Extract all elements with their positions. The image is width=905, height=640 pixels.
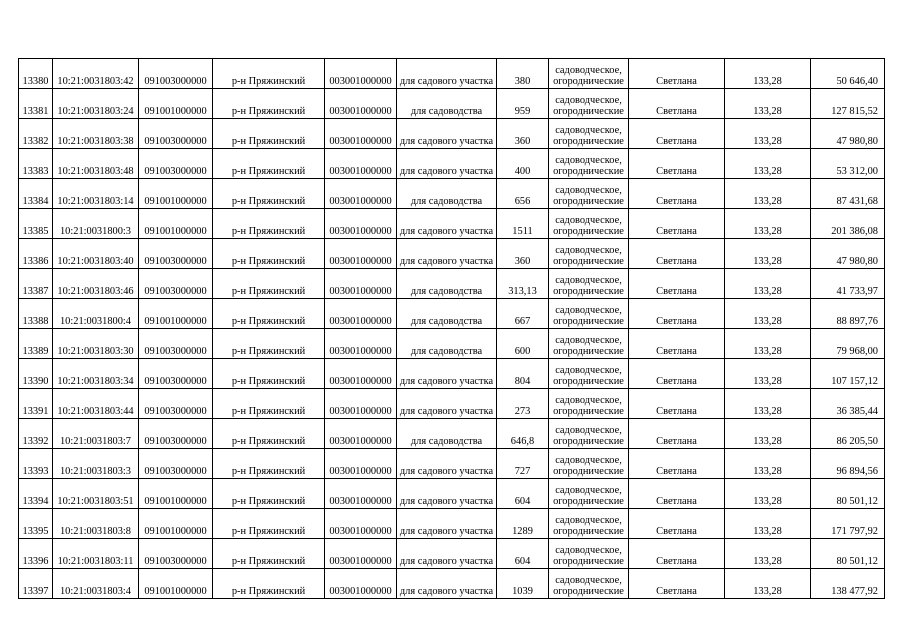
purpose-line-1: садоводческое, <box>555 65 622 76</box>
purpose-cell <box>549 299 629 329</box>
table-row <box>19 89 885 119</box>
row-number-cell: 13386 <box>19 239 53 269</box>
cadastral-value-cell: 138 477,92 <box>811 569 885 599</box>
okato-code-cell: 091003000000 <box>139 449 213 479</box>
name-cell: Светлана <box>629 569 725 599</box>
purpose-line-2: огороднические <box>553 196 624 207</box>
area-cell: 400 <box>497 149 549 179</box>
table-row <box>19 419 885 449</box>
row-number-cell: 13397 <box>19 569 53 599</box>
okato-code-cell: 091001000000 <box>139 89 213 119</box>
okato-code-cell: 091003000000 <box>139 359 213 389</box>
purpose-line-1: садоводческое, <box>555 365 622 376</box>
table-row <box>19 59 885 89</box>
cadastral-number-cell: 10:21:0031803:7 <box>53 419 139 449</box>
specific-value-cell: 133,28 <box>725 89 811 119</box>
table-row <box>19 479 885 509</box>
category-code-cell: 003001000000 <box>325 479 397 509</box>
specific-value-cell: 133,28 <box>725 149 811 179</box>
cadastral-value-cell: 47 980,80 <box>811 119 885 149</box>
okato-code-cell: 091003000000 <box>139 59 213 89</box>
purpose-cell <box>549 179 629 209</box>
permitted-use-cell: для садоводства <box>397 89 497 119</box>
area-cell: 360 <box>497 119 549 149</box>
cadastral-number-cell: 10:21:0031803:30 <box>53 329 139 359</box>
permitted-use-cell: для садоводства <box>397 179 497 209</box>
table-row <box>19 179 885 209</box>
cadastral-number-cell: 10:21:0031803:14 <box>53 179 139 209</box>
purpose-cell <box>549 389 629 419</box>
purpose-cell <box>549 119 629 149</box>
purpose-line-2: огороднические <box>553 466 624 477</box>
purpose-line-1: садоводческое, <box>555 305 622 316</box>
purpose-cell <box>549 59 629 89</box>
specific-value-cell: 133,28 <box>725 269 811 299</box>
row-number-cell: 13385 <box>19 209 53 239</box>
name-cell: Светлана <box>629 239 725 269</box>
district-cell: р-н Пряжинский <box>213 329 325 359</box>
area-cell: 1289 <box>497 509 549 539</box>
cadastral-number-cell: 10:21:0031803:24 <box>53 89 139 119</box>
purpose-line-2: огороднические <box>553 496 624 507</box>
purpose-line-1: садоводческое, <box>555 125 622 136</box>
area-cell: 1039 <box>497 569 549 599</box>
row-number-cell: 13388 <box>19 299 53 329</box>
cadastral-value-cell: 50 646,40 <box>811 59 885 89</box>
cadastral-number-cell: 10:21:0031803:51 <box>53 479 139 509</box>
table-row <box>19 449 885 479</box>
area-cell: 667 <box>497 299 549 329</box>
specific-value-cell: 133,28 <box>725 539 811 569</box>
purpose-cell <box>549 419 629 449</box>
cadastral-value-cell: 80 501,12 <box>811 479 885 509</box>
cadastral-number-cell: 10:21:0031803:3 <box>53 449 139 479</box>
purpose-line-2: огороднические <box>553 286 624 297</box>
name-cell: Светлана <box>629 389 725 419</box>
cadastral-value-cell: 87 431,68 <box>811 179 885 209</box>
specific-value-cell: 133,28 <box>725 119 811 149</box>
purpose-line-2: огороднические <box>553 586 624 597</box>
district-cell: р-н Пряжинский <box>213 479 325 509</box>
row-number-cell: 13383 <box>19 149 53 179</box>
okato-code-cell: 091003000000 <box>139 539 213 569</box>
row-number-cell: 13382 <box>19 119 53 149</box>
purpose-line-2: огороднические <box>553 436 624 447</box>
purpose-cell <box>549 509 629 539</box>
purpose-cell <box>549 209 629 239</box>
area-cell: 273 <box>497 389 549 419</box>
table-row <box>19 509 885 539</box>
cadastral-value-cell: 47 980,80 <box>811 239 885 269</box>
district-cell: р-н Пряжинский <box>213 539 325 569</box>
category-code-cell: 003001000000 <box>325 419 397 449</box>
purpose-line-2: огороднические <box>553 346 624 357</box>
purpose-cell <box>549 89 629 119</box>
row-number-cell: 13390 <box>19 359 53 389</box>
okato-code-cell: 091001000000 <box>139 209 213 239</box>
cadastral-number-cell: 10:21:0031803:8 <box>53 509 139 539</box>
table-row <box>19 239 885 269</box>
permitted-use-cell: для садоводства <box>397 299 497 329</box>
permitted-use-cell: для садового участка <box>397 149 497 179</box>
purpose-line-2: огороднические <box>553 226 624 237</box>
row-number-cell: 13395 <box>19 509 53 539</box>
category-code-cell: 003001000000 <box>325 59 397 89</box>
name-cell: Светлана <box>629 119 725 149</box>
cadastral-value-cell: 88 897,76 <box>811 299 885 329</box>
cadastral-number-cell: 10:21:0031803:44 <box>53 389 139 419</box>
purpose-line-2: огороднические <box>553 256 624 267</box>
purpose-line-1: садоводческое, <box>555 275 622 286</box>
purpose-line-1: садоводческое, <box>555 185 622 196</box>
permitted-use-cell: для садового участка <box>397 119 497 149</box>
permitted-use-cell: для садового участка <box>397 539 497 569</box>
area-cell: 380 <box>497 59 549 89</box>
district-cell: р-н Пряжинский <box>213 179 325 209</box>
permitted-use-cell: для садового участка <box>397 59 497 89</box>
category-code-cell: 003001000000 <box>325 209 397 239</box>
cadastral-number-cell: 10:21:0031803:11 <box>53 539 139 569</box>
specific-value-cell: 133,28 <box>725 479 811 509</box>
specific-value-cell: 133,28 <box>725 419 811 449</box>
district-cell: р-н Пряжинский <box>213 359 325 389</box>
permitted-use-cell: для садоводства <box>397 269 497 299</box>
okato-code-cell: 091001000000 <box>139 569 213 599</box>
specific-value-cell: 133,28 <box>725 299 811 329</box>
permitted-use-cell: для садового участка <box>397 479 497 509</box>
cadastral-value-table <box>18 58 885 599</box>
row-number-cell: 13381 <box>19 89 53 119</box>
purpose-cell <box>549 449 629 479</box>
purpose-cell <box>549 149 629 179</box>
okato-code-cell: 091003000000 <box>139 119 213 149</box>
cadastral-value-cell: 86 205,50 <box>811 419 885 449</box>
name-cell: Светлана <box>629 269 725 299</box>
district-cell: р-н Пряжинский <box>213 89 325 119</box>
okato-code-cell: 091003000000 <box>139 329 213 359</box>
purpose-line-1: садоводческое, <box>555 575 622 586</box>
purpose-line-1: садоводческое, <box>555 425 622 436</box>
name-cell: Светлана <box>629 299 725 329</box>
table-row <box>19 119 885 149</box>
district-cell: р-н Пряжинский <box>213 149 325 179</box>
purpose-line-2: огороднические <box>553 106 624 117</box>
cadastral-number-cell: 10:21:0031800:3 <box>53 209 139 239</box>
row-number-cell: 13394 <box>19 479 53 509</box>
row-number-cell: 13380 <box>19 59 53 89</box>
name-cell: Светлана <box>629 209 725 239</box>
table-row <box>19 149 885 179</box>
purpose-line-1: садоводческое, <box>555 455 622 466</box>
category-code-cell: 003001000000 <box>325 509 397 539</box>
cadastral-value-cell: 79 968,00 <box>811 329 885 359</box>
permitted-use-cell: для садоводства <box>397 329 497 359</box>
purpose-line-2: огороднические <box>553 526 624 537</box>
district-cell: р-н Пряжинский <box>213 509 325 539</box>
purpose-line-2: огороднические <box>553 376 624 387</box>
purpose-line-1: садоводческое, <box>555 95 622 106</box>
cadastral-number-cell: 10:21:0031803:38 <box>53 119 139 149</box>
permitted-use-cell: для садового участка <box>397 239 497 269</box>
permitted-use-cell: для садового участка <box>397 569 497 599</box>
table-row <box>19 539 885 569</box>
okato-code-cell: 091003000000 <box>139 239 213 269</box>
table-row <box>19 569 885 599</box>
category-code-cell: 003001000000 <box>325 299 397 329</box>
name-cell: Светлана <box>629 419 725 449</box>
table-row <box>19 389 885 419</box>
purpose-line-2: огороднические <box>553 136 624 147</box>
specific-value-cell: 133,28 <box>725 239 811 269</box>
specific-value-cell: 133,28 <box>725 509 811 539</box>
okato-code-cell: 091003000000 <box>139 389 213 419</box>
area-cell: 656 <box>497 179 549 209</box>
purpose-cell <box>549 329 629 359</box>
cadastral-number-cell: 10:21:0031803:46 <box>53 269 139 299</box>
purpose-line-1: садоводческое, <box>555 245 622 256</box>
row-number-cell: 13387 <box>19 269 53 299</box>
purpose-cell <box>549 539 629 569</box>
cadastral-value-cell: 171 797,92 <box>811 509 885 539</box>
category-code-cell: 003001000000 <box>325 569 397 599</box>
specific-value-cell: 133,28 <box>725 59 811 89</box>
name-cell: Светлана <box>629 509 725 539</box>
area-cell: 313,13 <box>497 269 549 299</box>
table-row <box>19 299 885 329</box>
row-number-cell: 13393 <box>19 449 53 479</box>
district-cell: р-н Пряжинский <box>213 209 325 239</box>
permitted-use-cell: для садового участка <box>397 209 497 239</box>
area-cell: 727 <box>497 449 549 479</box>
area-cell: 804 <box>497 359 549 389</box>
permitted-use-cell: для садового участка <box>397 359 497 389</box>
cadastral-number-cell: 10:21:0031803:40 <box>53 239 139 269</box>
cadastral-value-cell: 96 894,56 <box>811 449 885 479</box>
cadastral-value-cell: 41 733,97 <box>811 269 885 299</box>
purpose-cell <box>549 479 629 509</box>
district-cell: р-н Пряжинский <box>213 239 325 269</box>
row-number-cell: 13389 <box>19 329 53 359</box>
area-cell: 959 <box>497 89 549 119</box>
cadastral-number-cell: 10:21:0031800:4 <box>53 299 139 329</box>
category-code-cell: 003001000000 <box>325 389 397 419</box>
category-code-cell: 003001000000 <box>325 359 397 389</box>
okato-code-cell: 091001000000 <box>139 509 213 539</box>
purpose-line-1: садоводческое, <box>555 485 622 496</box>
name-cell: Светлана <box>629 179 725 209</box>
cadastral-number-cell: 10:21:0031803:42 <box>53 59 139 89</box>
category-code-cell: 003001000000 <box>325 269 397 299</box>
okato-code-cell: 091001000000 <box>139 299 213 329</box>
district-cell: р-н Пряжинский <box>213 59 325 89</box>
name-cell: Светлана <box>629 149 725 179</box>
okato-code-cell: 091001000000 <box>139 479 213 509</box>
okato-code-cell: 091003000000 <box>139 149 213 179</box>
area-cell: 646,8 <box>497 419 549 449</box>
purpose-line-2: огороднические <box>553 406 624 417</box>
row-number-cell: 13392 <box>19 419 53 449</box>
okato-code-cell: 091003000000 <box>139 419 213 449</box>
district-cell: р-н Пряжинский <box>213 269 325 299</box>
purpose-line-1: садоводческое, <box>555 515 622 526</box>
area-cell: 1511 <box>497 209 549 239</box>
category-code-cell: 003001000000 <box>325 119 397 149</box>
district-cell: р-н Пряжинский <box>213 389 325 419</box>
permitted-use-cell: для садового участка <box>397 389 497 419</box>
permitted-use-cell: для садового участка <box>397 449 497 479</box>
district-cell: р-н Пряжинский <box>213 119 325 149</box>
district-cell: р-н Пряжинский <box>213 449 325 479</box>
area-cell: 600 <box>497 329 549 359</box>
cadastral-value-cell: 107 157,12 <box>811 359 885 389</box>
category-code-cell: 003001000000 <box>325 539 397 569</box>
specific-value-cell: 133,28 <box>725 329 811 359</box>
row-number-cell: 13391 <box>19 389 53 419</box>
purpose-line-1: садоводческое, <box>555 215 622 226</box>
purpose-cell <box>549 569 629 599</box>
cadastral-value-cell: 53 312,00 <box>811 149 885 179</box>
cadastral-value-cell: 127 815,52 <box>811 89 885 119</box>
purpose-line-2: огороднические <box>553 166 624 177</box>
specific-value-cell: 133,28 <box>725 389 811 419</box>
area-cell: 604 <box>497 539 549 569</box>
category-code-cell: 003001000000 <box>325 449 397 479</box>
table-row <box>19 269 885 299</box>
name-cell: Светлана <box>629 449 725 479</box>
purpose-line-2: огороднические <box>553 556 624 567</box>
cadastral-number-cell: 10:21:0031803:4 <box>53 569 139 599</box>
purpose-line-1: садоводческое, <box>555 395 622 406</box>
purpose-line-1: садоводческое, <box>555 155 622 166</box>
cadastral-number-cell: 10:21:0031803:48 <box>53 149 139 179</box>
purpose-line-2: огороднические <box>553 76 624 87</box>
category-code-cell: 003001000000 <box>325 149 397 179</box>
cadastral-value-cell: 201 386,08 <box>811 209 885 239</box>
okato-code-cell: 091001000000 <box>139 179 213 209</box>
okato-code-cell: 091003000000 <box>139 269 213 299</box>
cadastral-value-cell: 36 385,44 <box>811 389 885 419</box>
name-cell: Светлана <box>629 479 725 509</box>
table-row <box>19 209 885 239</box>
row-number-cell: 13396 <box>19 539 53 569</box>
cadastral-value-cell: 80 501,12 <box>811 539 885 569</box>
specific-value-cell: 133,28 <box>725 209 811 239</box>
name-cell: Светлана <box>629 539 725 569</box>
purpose-line-1: садоводческое, <box>555 335 622 346</box>
purpose-cell <box>549 269 629 299</box>
district-cell: р-н Пряжинский <box>213 569 325 599</box>
specific-value-cell: 133,28 <box>725 569 811 599</box>
purpose-cell <box>549 239 629 269</box>
name-cell: Светлана <box>629 59 725 89</box>
permitted-use-cell: для садового участка <box>397 509 497 539</box>
cadastral-number-cell: 10:21:0031803:34 <box>53 359 139 389</box>
table-row <box>19 329 885 359</box>
category-code-cell: 003001000000 <box>325 179 397 209</box>
category-code-cell: 003001000000 <box>325 89 397 119</box>
row-number-cell: 13384 <box>19 179 53 209</box>
table-body <box>19 59 885 599</box>
area-cell: 360 <box>497 239 549 269</box>
name-cell: Светлана <box>629 359 725 389</box>
name-cell: Светлана <box>629 329 725 359</box>
purpose-line-1: садоводческое, <box>555 545 622 556</box>
category-code-cell: 003001000000 <box>325 329 397 359</box>
specific-value-cell: 133,28 <box>725 359 811 389</box>
name-cell: Светлана <box>629 89 725 119</box>
permitted-use-cell: для садоводства <box>397 419 497 449</box>
purpose-line-2: огороднические <box>553 316 624 327</box>
district-cell: р-н Пряжинский <box>213 419 325 449</box>
table-row <box>19 359 885 389</box>
category-code-cell: 003001000000 <box>325 239 397 269</box>
district-cell: р-н Пряжинский <box>213 299 325 329</box>
specific-value-cell: 133,28 <box>725 449 811 479</box>
area-cell: 604 <box>497 479 549 509</box>
purpose-cell <box>549 359 629 389</box>
specific-value-cell: 133,28 <box>725 179 811 209</box>
